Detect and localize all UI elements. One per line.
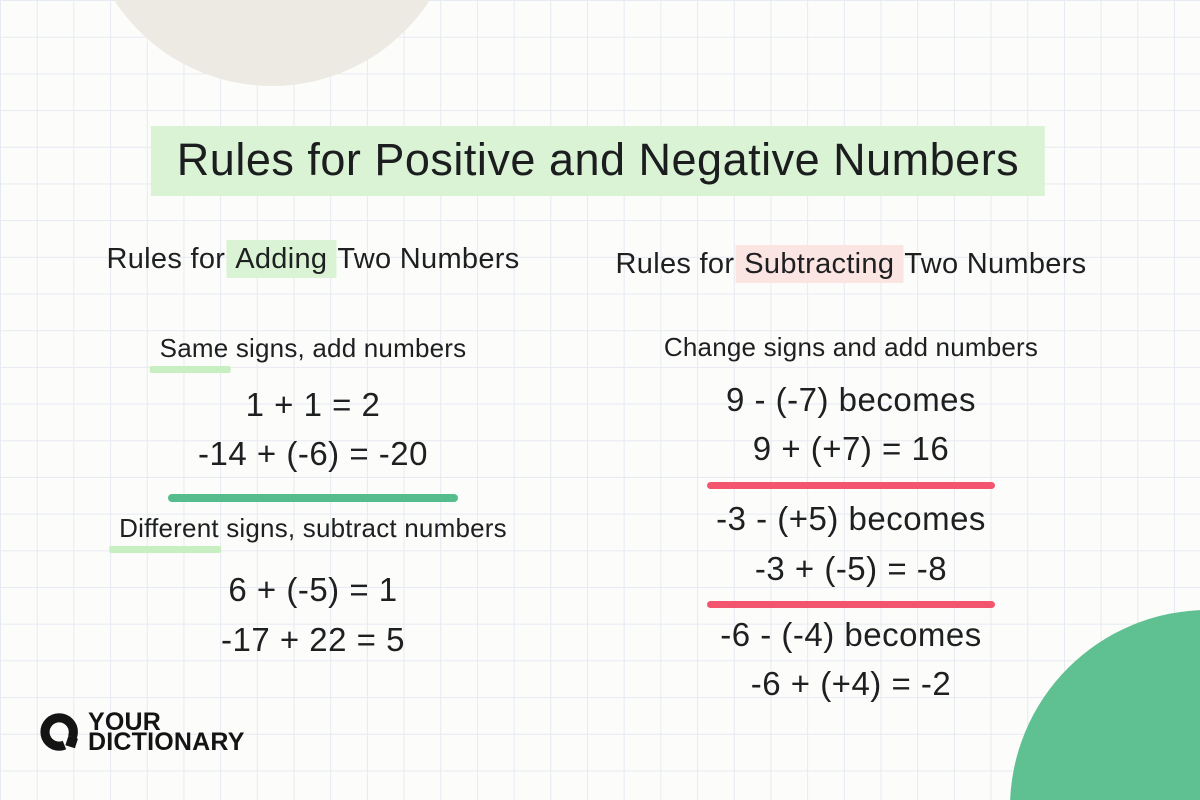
adding-example-1: 1 + 1 = 2: [245, 386, 381, 423]
subtracting-header-highlight: Subtracting: [735, 245, 903, 283]
different-rule-rest: signs, subtract numbers: [226, 513, 507, 543]
change-signs-rule-label: Change signs and add numbers: [663, 332, 1039, 362]
subtracting-example-2-from: -3 - (+5) becomes: [716, 500, 986, 537]
different-keyword: Different: [119, 513, 219, 544]
subtracting-section-header: [616, 248, 1087, 281]
adding-header-highlight: Adding: [226, 240, 336, 278]
subtracting-header-prefix: Rules for: [615, 248, 735, 280]
yourdictionary-logo: [40, 709, 245, 755]
subtracting-example-2-to: -3 + (-5) = -8: [754, 550, 948, 587]
same-keyword-underline: [150, 366, 231, 373]
logo-line-2: DICTIONARY: [88, 728, 245, 756]
subtracting-example-3-to: -6 + (+4) = -2: [750, 665, 952, 702]
page-title: Rules for Positive and Negative Numbers: [151, 126, 1045, 196]
different-signs-rule-label: [119, 513, 507, 544]
red-divider-1: [707, 482, 995, 489]
adding-example-4: -17 + 22 = 5: [221, 621, 405, 658]
yourdictionary-logo-text: [88, 708, 245, 756]
same-signs-rule-label: [160, 333, 467, 364]
subtracting-example-1-to: 9 + (+7) = 16: [752, 430, 950, 467]
green-divider: [168, 494, 458, 502]
adding-header-suffix: Two Numbers: [337, 243, 520, 275]
different-keyword-underline: [109, 546, 221, 553]
subtracting-example-3-from: -6 - (-4) becomes: [720, 616, 982, 653]
red-divider-2: [707, 601, 995, 608]
subtracting-example-1-from: 9 - (-7) becomes: [725, 381, 977, 418]
same-rule-rest: signs, add numbers: [235, 333, 467, 363]
adding-example-2: -14 + (-6) = -20: [198, 435, 428, 472]
logo-line-1: YOUR: [88, 708, 162, 736]
adding-header-prefix: Rules for: [106, 243, 226, 275]
subtracting-header-suffix: Two Numbers: [904, 248, 1087, 280]
yourdictionary-q-icon: [40, 709, 80, 755]
same-keyword: Same: [160, 333, 229, 364]
adding-section-header: [106, 243, 519, 276]
adding-example-3: 6 + (-5) = 1: [228, 571, 398, 608]
